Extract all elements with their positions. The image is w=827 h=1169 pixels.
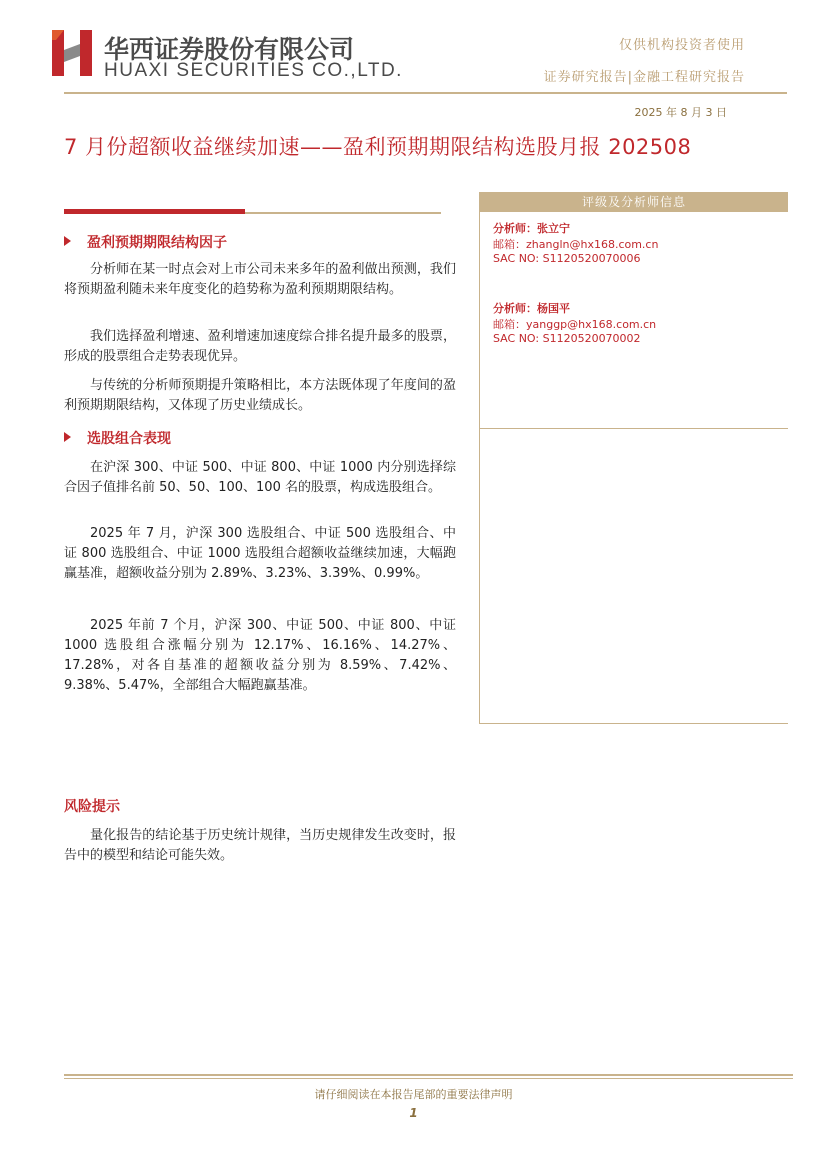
company-name-en: HUAXI SECURITIES CO.,LTD. [104,60,403,81]
paragraph: 2025 年 7 月，沪深 300 选股组合、中证 500 选股组合、中证 800 选股组合、中证 1000 选股组合超额收益继续加速，大幅跑赢基准，超额收益分别为 2.89%、3.23%、3.39%、0.99%。 [64,526,456,581]
panel-heading: 评级及分析师信息 [480,192,788,212]
bullet-triangle-icon [64,236,71,246]
paragraph: 2025 年前 7 个月，沪深 300、中证 500、中证 800、中证 1000 选股组合涨幅分别为 12.17%、16.16%、14.27%、17.28%，对各自基准的超额收益分别为 8.59%、7.42%、9.38%、5.47%，全部组合大幅跑赢基准。 [64,618,456,693]
paragraph: 我们选择盈利增速、盈利增速加速度综合排名提升最多的股票，形成的股票组合走势表现优异。 [64,329,456,364]
panel-divider [480,428,788,429]
analyst-sac: SAC NO: S1120520070002 [493,332,641,345]
analyst-email[interactable]: 邮箱：zhangln@hx168.com.cn [493,238,659,251]
section-heading-text: 选股组合表现 [87,431,171,447]
risk-heading: 风险提示 [64,799,120,815]
analyst-name: 分析师：杨国平 [493,302,570,315]
page-number: 1 [409,1106,418,1120]
report-type: 证券研究报告|金融工程研究报告 [543,70,745,85]
bullet-triangle-icon [64,432,71,442]
report-title: 7 月份超额收益继续加速——盈利预期期限结构选股月报 202508 [64,135,692,159]
section-heading-factor [64,232,227,252]
section-heading-text: 盈利预期期限结构因子 [87,235,227,251]
section-heading-portfolio [64,428,171,448]
paragraph: 与传统的分析师预期提升策略相比，本方法既体现了年度间的盈利预期期限结构，又体现了历史业绩成长。 [64,378,456,413]
footer-divider [64,1074,793,1076]
analyst-sac: SAC NO: S1120520070006 [493,252,641,265]
audience-notice: 仅供机构投资者使用 [618,38,745,53]
panel-divider [480,723,788,724]
risk-text: 量化报告的结论基于历史统计规律，当历史规律发生改变时，报告中的模型和结论可能失效。 [64,828,456,863]
paragraph: 分析师在某一时点会对上市公司未来多年的盈利做出预测，我们将预期盈利随未来年度变化的趋势称为盈利预期期限结构。 [64,262,456,297]
summary-rule-gold [245,212,441,214]
analyst-email[interactable]: 邮箱：yanggp@hx168.com.cn [493,318,657,331]
company-name-cn: 华西证券股份有限公司 [104,35,355,64]
huaxi-logo-icon [52,30,92,76]
legal-disclaimer-link: 请仔细阅读在本报告尾部的重要法律声明 [314,1088,513,1101]
summary-rule-red [64,209,245,214]
report-date: 2025 年 8 月 3 日 [634,106,727,119]
header-divider [64,92,787,94]
analyst-name: 分析师：张立宁 [493,222,570,235]
footer-divider-thin [64,1078,793,1079]
paragraph: 在沪深 300、中证 500、中证 800、中证 1000 内分别选择综合因子值排名前 50、50、100、100 名的股票，构成选股组合。 [64,460,456,495]
analyst-info-panel [479,192,787,724]
